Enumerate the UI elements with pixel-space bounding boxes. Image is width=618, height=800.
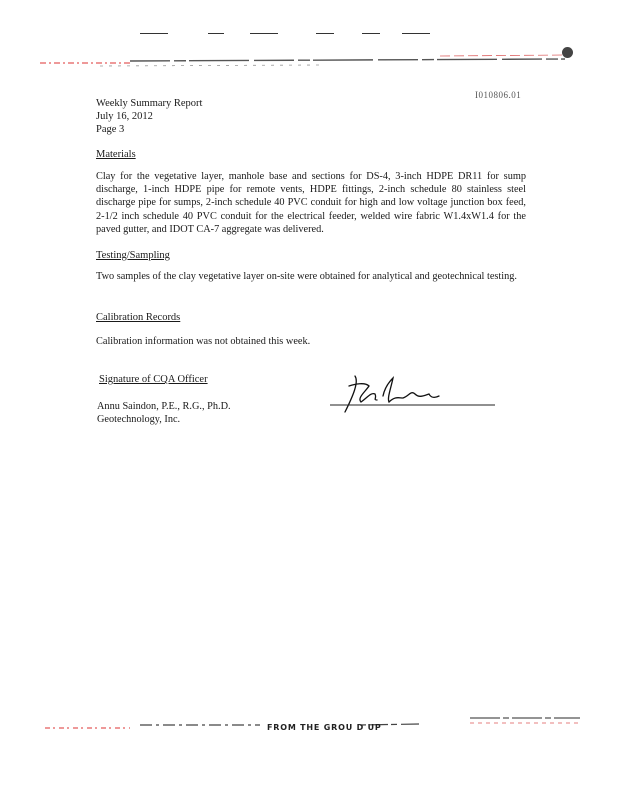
materials-heading: Materials <box>96 149 136 160</box>
report-title: Weekly Summary Report <box>96 98 203 109</box>
header-logo-mark <box>562 47 573 58</box>
materials-paragraph: Clay for the vegetative layer, manhole base and sections for DS-4, 3-inch HDPE DR11 for sump discharge, 1-inch HDPE pipe for remote vents, HDPE fittings, 2-inch schedule 80 stainless steel discharge pipe for sumps, 2-inch schedule 40 PVC conduit for high and low voltage junction box feed, 2-1/2 inch schedule 40 PVC conduit for the electrical feeder, welded wire fabric W1.4xW1.4 for the paved gutter, and IDOT CA-7 aggregate was delivered. <box>96 171 526 235</box>
report-header <box>96 97 202 136</box>
footer-rule <box>0 705 618 745</box>
testing-heading: Testing/Sampling <box>96 250 170 261</box>
page-number: Page 3 <box>96 124 125 135</box>
header-rule <box>40 50 570 70</box>
calibration-paragraph: Calibration information was not obtained this week. <box>96 336 311 347</box>
handwritten-signature <box>325 368 500 418</box>
calibration-heading: Calibration Records <box>96 312 181 323</box>
signatory-block <box>97 400 231 426</box>
signatory-company: Geotechnology, Inc. <box>97 414 181 425</box>
signatory-name: Annu Saindon, P.E., R.G., Ph.D. <box>97 401 231 412</box>
report-date: July 16, 2012 <box>96 111 153 122</box>
testing-paragraph: Two samples of the clay vegetative layer on-site were obtained for analytical and geotechnical testing. <box>96 271 518 282</box>
signature-heading: Signature of CQA Officer <box>99 374 208 385</box>
header-scan-marks <box>140 33 440 37</box>
document-id: I010806.01 <box>475 90 522 100</box>
footer-tagline: FROM THE GROU D UP <box>267 723 382 732</box>
